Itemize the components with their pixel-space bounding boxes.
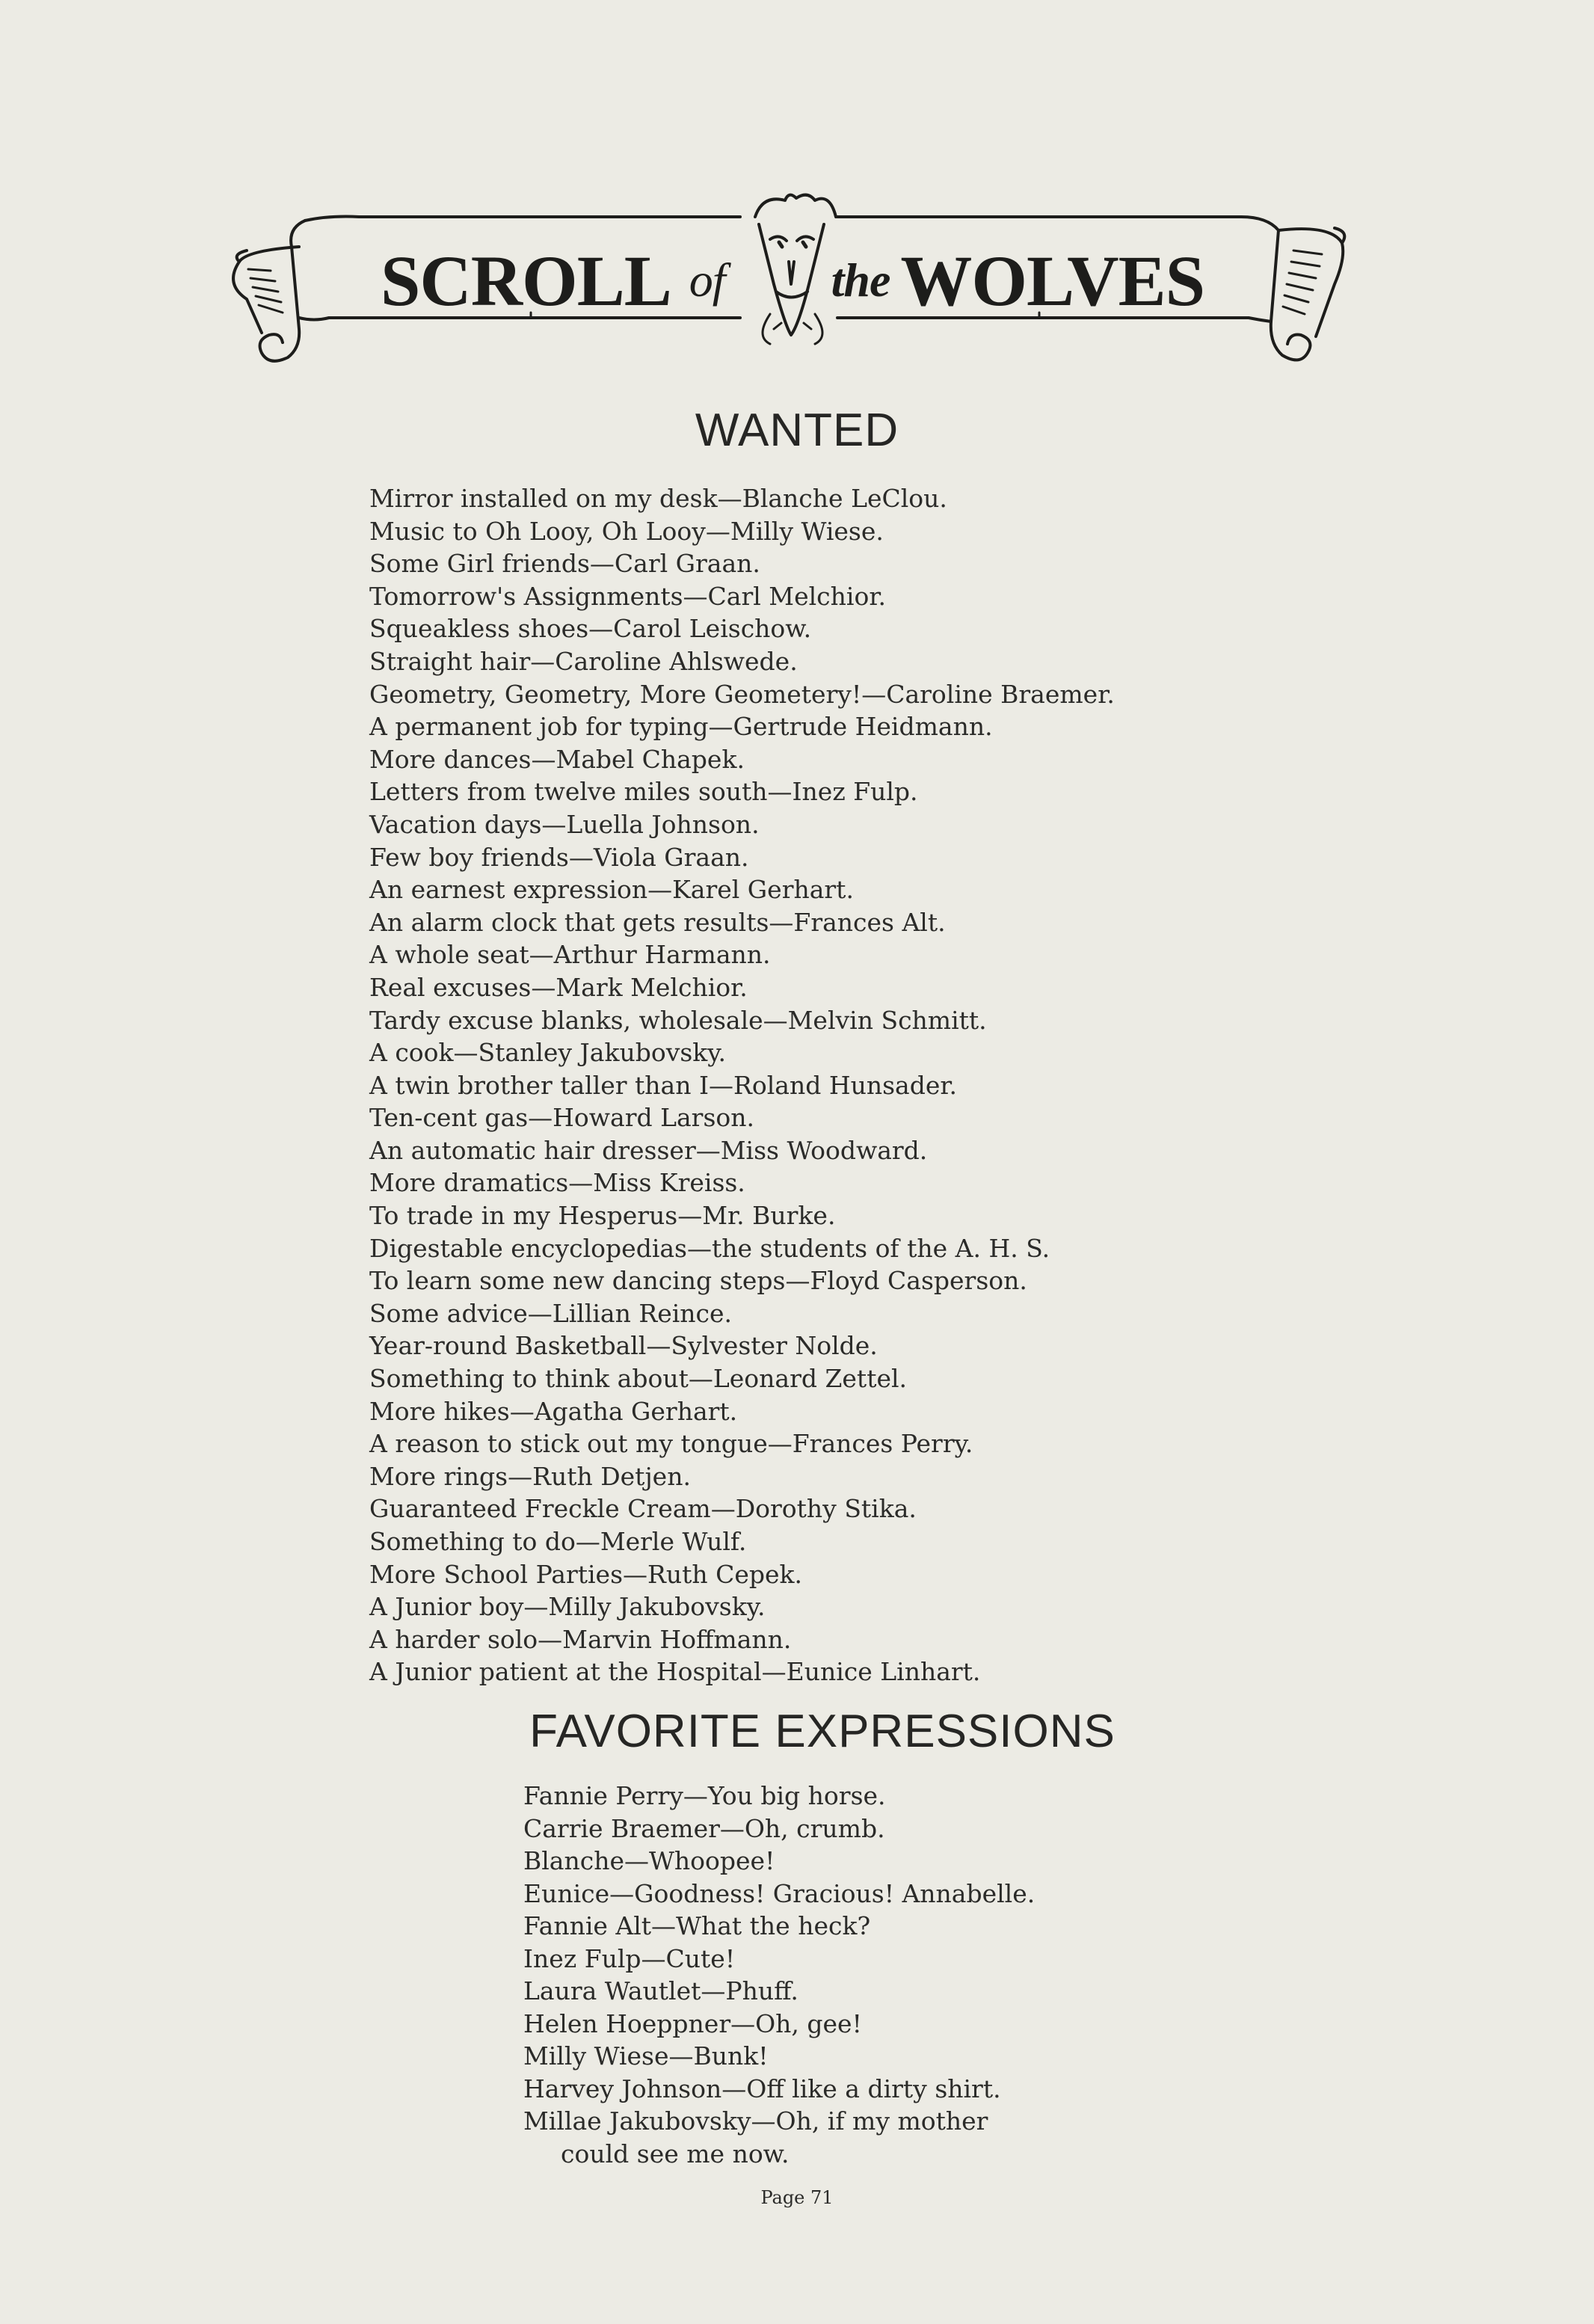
favorite-expressions-list [523, 1780, 1035, 2170]
list-item: Mirror installed on my desk—Blanche LeClou. [369, 484, 947, 513]
list-item: Few boy friends—Viola Graan. [369, 842, 749, 872]
wanted-heading: WANTED [695, 405, 899, 456]
list-item: A permanent job for typing—Gertrude Heidmann. [369, 712, 993, 742]
list-item: A cook—Stanley Jakubovsky. [369, 1038, 727, 1068]
list-item: A Junior patient at the Hospital—Eunice Linhart. [369, 1657, 981, 1687]
wanted-list [369, 482, 1115, 1688]
list-item: An automatic hair dresser—Miss Woodward. [369, 1135, 928, 1165]
list-item: Geometry, Geometry, More Geometery!—Caroline Braemer. [369, 679, 1115, 709]
list-item: Carrie Braemer—Oh, crumb. [523, 1813, 885, 1843]
list-item: A Junior boy—Milly Jakubovsky. [369, 1592, 766, 1622]
favorite-expressions-heading: FAVORITE EXPRESSIONS [529, 1706, 1116, 1757]
banner-title [217, 228, 1368, 333]
list-item: Something to do—Merle Wulf. [369, 1527, 747, 1556]
wolf-mask-icon [730, 243, 827, 318]
list-item: Eunice—Goodness! Gracious! Annabelle. [523, 1878, 1036, 1908]
list-item-text: Millae Jakubovsky—Oh, if my mother [523, 2106, 988, 2136]
list-item: Inez Fulp—Cute! [523, 1943, 736, 1973]
list-item: To learn some new dancing steps—Floyd Casperson. [369, 1266, 1027, 1296]
list-item: Something to think about—Leonard Zettel. [369, 1364, 908, 1394]
list-item: Year-round Basketball—Sylvester Nolde. [369, 1331, 878, 1361]
list-item: Harvey Johnson—Off like a dirty shirt. [523, 2074, 1001, 2103]
list-item: Helen Hoeppner—Oh, gee! [523, 2008, 862, 2038]
list-item: An earnest expression—Karel Gerhart. [369, 875, 854, 905]
list-item: Blanche—Whoopee! [523, 1846, 775, 1875]
list-item: An alarm clock that gets results—Frances Alt. [369, 907, 946, 937]
list-item: Real excuses—Mark Melchior. [369, 972, 748, 1002]
list-item: Milly Wiese—Bunk! [523, 2041, 769, 2071]
banner-word-scroll: SCROLL [381, 240, 671, 321]
list-item: Tomorrow's Assignments—Carl Melchior. [369, 581, 886, 611]
list-item: Laura Wautlet—Phuff. [523, 1976, 798, 2005]
list-item: Some Girl friends—Carl Graan. [369, 549, 760, 579]
page-number: Page 71 [760, 2187, 834, 2208]
list-item: Ten-cent gas—Howard Larson. [369, 1103, 754, 1133]
list-item: Tardy excuse blanks, wholesale—Melvin Schmitt. [369, 1005, 987, 1035]
list-item: Fannie Alt—What the heck? [523, 1911, 871, 1940]
list-item: More hikes—Agatha Gerhart. [369, 1396, 738, 1426]
list-item: More School Parties—Ruth Cepek. [369, 1559, 803, 1589]
list-item: A twin brother taller than I—Roland Hunsader. [369, 1070, 958, 1100]
list-item: Vacation days—Luella Johnson. [369, 809, 760, 839]
list-item [523, 2105, 1035, 2170]
list-item: More dramatics—Miss Kreiss. [369, 1168, 745, 1198]
list-item: More dances—Mabel Chapek. [369, 744, 745, 774]
list-item: A whole seat—Arthur Harmann. [369, 940, 771, 970]
list-item: More rings—Ruth Detjen. [369, 1461, 691, 1491]
list-item: Fannie Perry—You big horse. [523, 1781, 886, 1810]
list-item: Digestable encyclopedias—the students of the A. H. S. [369, 1233, 1050, 1263]
list-item: A reason to stick out my tongue—Frances Perry. [369, 1429, 973, 1459]
banner-word-the: the [831, 253, 890, 307]
banner-word-of: of [689, 253, 725, 307]
banner-word-wolves: WOLVES [900, 240, 1204, 321]
list-item: Music to Oh Looy, Oh Looy—Milly Wiese. [369, 516, 884, 546]
scroll-banner [217, 187, 1368, 374]
list-item: Some advice—Lillian Reince. [369, 1298, 733, 1328]
list-item: Letters from twelve miles south—Inez Fulp. [369, 777, 918, 807]
list-item: Squeakless shoes—Carol Leischow. [369, 614, 812, 644]
list-item-continuation: could see me now. [561, 2139, 790, 2168]
list-item: Guaranteed Freckle Cream—Dorothy Stika. [369, 1494, 917, 1524]
list-item: Straight hair—Caroline Ahlswede. [369, 646, 798, 676]
list-item: A harder solo—Marvin Hoffmann. [369, 1624, 792, 1654]
list-item: To trade in my Hesperus—Mr. Burke. [369, 1201, 836, 1231]
